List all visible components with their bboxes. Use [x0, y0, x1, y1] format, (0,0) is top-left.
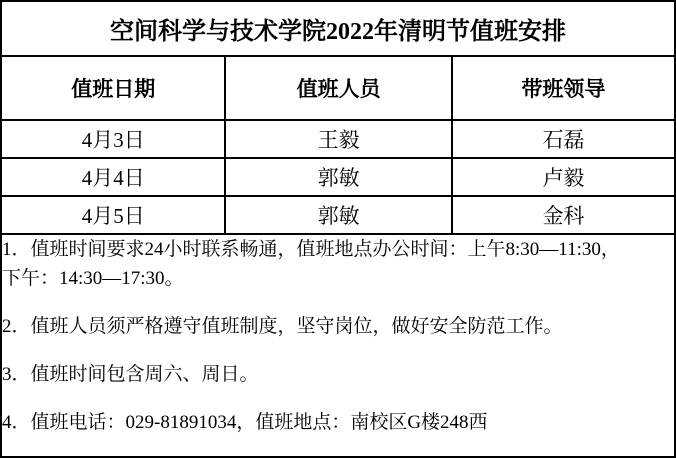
- note-line-3: 3．值班时间包含周六、周日。: [2, 364, 259, 385]
- notes-row: [1, 234, 675, 457]
- header-row: [1, 56, 675, 120]
- column-header-duty-date: 值班日期: [1, 56, 225, 120]
- note-line-2: 2．值班人员须严格遵守值班制度，坚守岗位，做好安全防范工作。: [2, 316, 563, 337]
- duty-date-cell: 4月4日: [1, 158, 225, 196]
- duty-person-cell: 王毅: [225, 120, 451, 158]
- note-line-1: 1．值班时间要求24小时联系畅通，值班地点办公时间：上午8:30—11:30，: [2, 239, 620, 260]
- table-row: [1, 158, 675, 196]
- duty-person-cell: 郭敏: [225, 158, 451, 196]
- column-header-duty-leader: 带班领导: [452, 56, 675, 120]
- duty-leader-cell: 金科: [452, 196, 675, 234]
- duty-date-cell: 4月3日: [1, 120, 225, 158]
- document-title: 空间科学与技术学院2022年清明节值班安排: [1, 1, 675, 56]
- duty-leader-cell: 卢毅: [452, 158, 675, 196]
- duty-leader-cell: 石磊: [452, 120, 675, 158]
- note-line-4: 4．值班电话：029-81891034，值班地点：南校区G楼248西: [2, 412, 488, 433]
- title-row: [1, 1, 675, 56]
- column-header-duty-person: 值班人员: [225, 56, 451, 120]
- table-row: [1, 120, 675, 158]
- table-row: [1, 196, 675, 234]
- notes-section: [1, 234, 675, 457]
- note-line-1-continuation: 下午：14:30—17:30。: [2, 268, 184, 289]
- duty-date-cell: 4月5日: [1, 196, 225, 234]
- duty-person-cell: 郭敏: [225, 196, 451, 234]
